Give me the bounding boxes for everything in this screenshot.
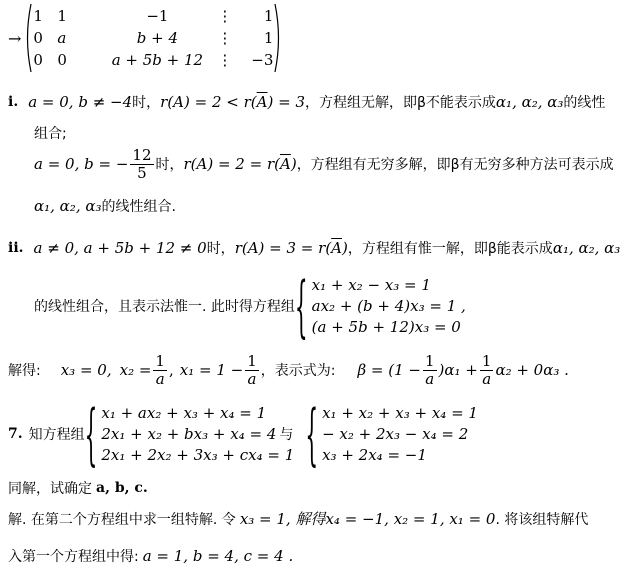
text: 知方程组: [28, 427, 85, 443]
matrix-cell: 0: [33, 51, 43, 69]
matrix-cell: 1: [263, 7, 274, 25]
equation-system-2: x₁ + x₂ + x₃ + x₄ = 1 − x₂ + 2x₃ − x₄ = 2 x₃ + 2x₄ = −1: [322, 403, 478, 464]
fraction: $\frac{1}{a}$: [247, 351, 257, 388]
equation-system: x₁ + x₂ − x₃ = 1 ax₂ + (b + 4)x₃ = 1 , (a + 5b + 12)x₃ = 0: [311, 275, 466, 336]
text: 与: [279, 427, 294, 443]
matrix-cell: a + 5b + 12: [111, 51, 204, 69]
equation-system-1: x₁ + ax₂ + x₃ + x₄ = 1 2x₁ + x₂ + bx₃ + x₄ = 4 2x₁ + 2x₂ + 3x₃ + cx₄ = 1: [101, 403, 295, 464]
condition: a = 0, b = −: [34, 155, 129, 173]
matrix-bar-a: $\overline{A}$: [279, 155, 291, 173]
problem-number: 7.: [8, 426, 23, 442]
matrix-cell: ⋮: [217, 7, 233, 25]
case-i-line3: [34, 146, 614, 182]
rank-expr: r(A) = 2 = r(: [183, 155, 280, 173]
comma: ,: [168, 361, 174, 379]
equation: x₂ =: [119, 361, 152, 379]
text: 时，: [155, 157, 184, 173]
rank-expr: ): [290, 155, 297, 173]
fraction: $\frac{1}{a}$: [155, 351, 165, 388]
matrix-cell: a: [57, 29, 67, 47]
equation: β = (1 −: [357, 361, 421, 379]
matrix-cell: 1: [57, 7, 67, 25]
case-i-line4: [34, 196, 176, 216]
rank-expr: ) = 3: [267, 93, 305, 111]
solution-line: [8, 350, 569, 390]
matrix-cell: 0: [57, 51, 67, 69]
alpha-list: α₁, α₂, α₃: [495, 93, 564, 111]
rank-expr: r(A) = 2 < r(: [160, 93, 257, 111]
matrix-cell: −1: [146, 7, 169, 25]
equation: x₃ = 0,: [60, 361, 112, 379]
matrix-body: [33, 7, 273, 69]
matrix-bar-a: $\overline{A}$: [256, 93, 268, 111]
condition: a = 0, b ≠ −4: [28, 93, 133, 111]
matrix-cell: 0: [33, 29, 43, 47]
matrix-cell: ⋮: [217, 29, 233, 47]
problem7-line3: [8, 508, 588, 529]
text: 时，: [132, 95, 161, 111]
condition: a ≠ 0, a + 5b + 12 ≠ 0: [33, 239, 207, 257]
matrix-cell: b + 4: [136, 29, 179, 47]
arrow-symbol: →: [8, 28, 22, 48]
right-paren: [273, 2, 283, 74]
text: ，方程组有无穷多解，即β有无穷多种方法可表示成: [296, 157, 614, 173]
matrix-cell: 1: [33, 7, 43, 25]
alpha-list: α₁, α₂, α₃: [34, 197, 102, 215]
text: 表示式为:: [274, 363, 336, 379]
augmented-matrix: [8, 2, 283, 74]
matrix-cell: 1: [263, 29, 274, 47]
case-label: i.: [8, 94, 19, 110]
equation: x₁ = 1 −: [179, 361, 244, 379]
text: 的线性组合.: [101, 199, 176, 215]
fraction: $\frac{1}{a}$: [425, 351, 435, 388]
solution-label: 解得:: [8, 363, 41, 379]
text: 同解，试确定: [8, 481, 92, 497]
case-i-line2: [34, 123, 67, 143]
system-brace: {: [305, 394, 319, 474]
fraction: $\frac{1}{a}$: [481, 351, 492, 388]
rank-expr: r(A) = 3 = r(: [234, 239, 332, 257]
system-brace: {: [294, 266, 308, 346]
fraction: $\frac{12}{5}$: [132, 145, 152, 182]
text: 的线性组合，且表示法惟一. 此时得方程组: [34, 299, 295, 315]
text: 的线性: [563, 95, 606, 111]
text: 时，: [206, 241, 235, 257]
text: ，方程组无解，即β不能表示成: [304, 95, 496, 111]
equation: )α₁ +: [438, 361, 478, 379]
problem7-line1: [8, 394, 478, 474]
case-label: ii.: [8, 240, 24, 256]
matrix-cell: −3: [251, 51, 274, 69]
text: ，方程组有惟一解，即β能表示成: [347, 241, 553, 257]
alpha-list: α₁, α₂, α₃: [552, 239, 620, 257]
case-ii-line1: [8, 238, 620, 258]
case-i-line1: [8, 92, 605, 112]
text: 入第一个方程组中得:: [8, 549, 139, 565]
problem7-line2: [8, 478, 148, 498]
answer: a = 1, b = 4, c = 4 .: [142, 547, 294, 565]
problem7-line4: [8, 546, 293, 566]
variables: a, b, c.: [96, 480, 148, 496]
left-paren: [23, 2, 33, 74]
rank-expr: ): [342, 239, 348, 257]
matrix-cell: ⋮: [217, 51, 233, 69]
matrix-bar-a: $\overline{A}$: [331, 239, 343, 257]
case-ii-line2: [34, 266, 466, 346]
equation: α₂ + 0α₃ .: [495, 361, 569, 379]
comma: ，: [260, 363, 275, 379]
system-brace: {: [84, 394, 98, 474]
text: . 将该组特解代: [495, 511, 589, 528]
text: 解. 在第二个方程组中求一组特解. 令: [8, 511, 236, 528]
equation: x₃ = 1, 解得x₄ = −1, x₂ = 1, x₁ = 0: [239, 510, 496, 528]
text: 组合;: [34, 126, 67, 142]
